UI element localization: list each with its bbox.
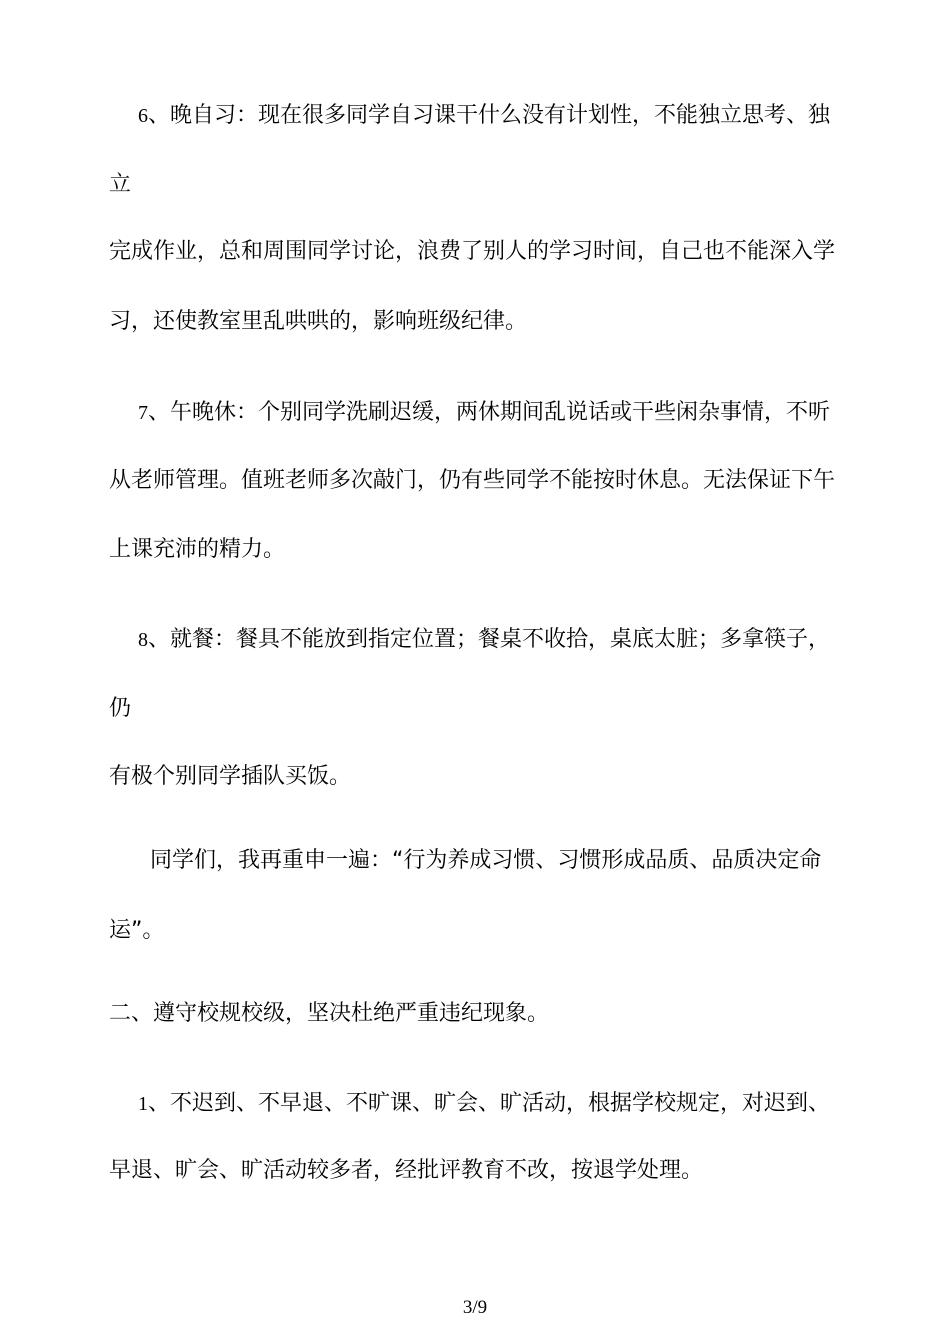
item-8-line-2: 仍	[109, 696, 132, 721]
page-number: 3/9	[462, 1297, 488, 1318]
section-2-item-1-line-2: 早退、旷会、旷活动较多者，经批评教育不改，按退学处理。	[109, 1158, 704, 1183]
section-2-item-1-text-1: 、不迟到、不早退、不旷课、旷会、旷活动，根据学校规定，对迟到、	[148, 1091, 831, 1116]
item-6-line-2: 立	[109, 172, 132, 197]
item-8-text-1: 、就餐：餐具不能放到指定位置；餐桌不收拾，桌底太脏；多拿筷子，	[148, 627, 831, 652]
item-7-line-3: 上课充沛的精力。	[109, 537, 286, 562]
item-7-number: 7	[138, 402, 148, 424]
item-6-line-3: 完成作业，总和周围同学讨论，浪费了别人的学习时间，自己也不能深入学	[109, 239, 836, 264]
item-6-line-1	[138, 102, 854, 130]
item-7-text-1: 、午晚休：个别同学洗刷迟缓，两休期间乱说话或干些闲杂事情，不听	[148, 400, 831, 425]
item-6-line-4: 习，还使教室里乱哄哄的，影响班级纪律。	[109, 309, 528, 334]
item-6-number: 6	[138, 105, 148, 127]
item-8-number: 8	[138, 629, 148, 651]
summary-line-1: 同学们，我再重申一遍：“行为养成习惯、习惯形成品质、品质决定命	[150, 848, 822, 873]
section-2-item-1-line-1	[138, 1090, 854, 1118]
item-6-text-1: 、晚自习：现在很多同学自习课干什么没有计划性，不能独立思考、独	[148, 103, 831, 128]
summary-line-2: 运”。	[109, 918, 165, 943]
item-7-line-2: 从老师管理。值班老师多次敲门，仍有些同学不能按时休息。无法保证下午	[109, 468, 836, 493]
section-2-heading: 二、遵守校规校级，坚决杜绝严重违纪现象。	[109, 1001, 550, 1026]
item-8-line-3: 有极个别同学插队买饭。	[109, 764, 352, 789]
section-2-item-1-number: 1	[138, 1093, 148, 1115]
item-8-line-1	[138, 626, 854, 654]
item-7-line-1	[138, 399, 854, 427]
